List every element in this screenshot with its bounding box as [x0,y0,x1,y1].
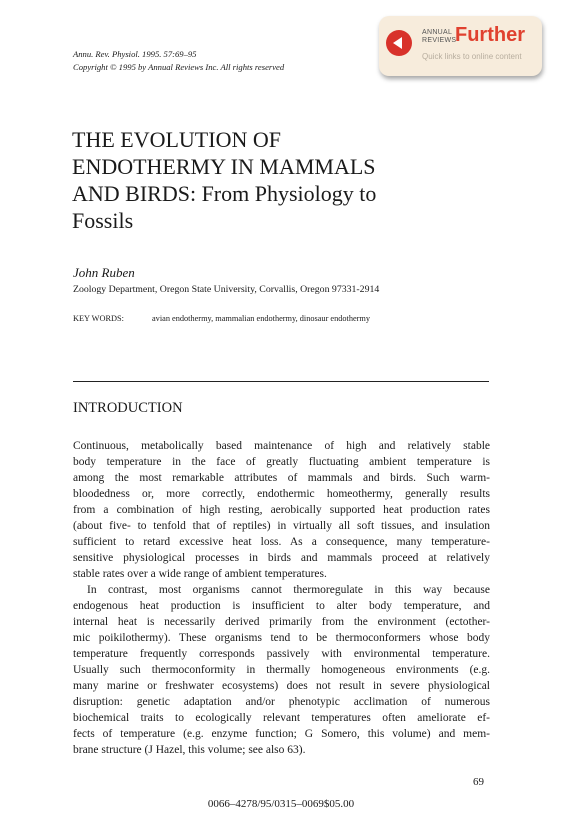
badge-further-label: Further [455,24,525,46]
body-line: disruption: genetic adaptation and/or phenotypic acclimation of numerous [73,696,490,708]
footer-code: 0066–4278/95/0315–0069$05.00 [207,798,355,810]
body-line: many marine or freshwater ecosystems) does not result in severe physiological [73,680,490,692]
body-line: (about five- to tenfold that of reptiles) in virtually all soft tissues, and insulation [73,520,490,532]
body-line: sufficient to retard excessive heat loss. As a consequence, many temperature- [73,536,490,548]
journal-citation [73,48,373,74]
body-line: internal heat is necessarily derived primarily from the environment (ectother- [73,616,490,628]
body-line: sensitive physiological processes in birds and mammals proceed at relatively [73,552,490,564]
body-line: from a combination of high resting, aerobically supported heat production rates [73,504,490,516]
body-line: stable rates over a wide range of ambient temperatures. [73,568,327,580]
body-line: biochemical traits to ecologically relevant temperatures often ameliorate ef- [73,712,490,724]
keywords-text: avian endothermy, mammalian endothermy, dinosaur endothermy [152,314,371,323]
keywords-label: KEY WORDS: [73,314,124,323]
body-line: among the most remarkable attributes of mammals and birds. Such warm- [73,472,490,484]
body-line: fects of temperature (e.g. enzyme function; G Somero, this volume) and mem- [73,728,490,740]
back-arrow-icon [386,30,412,56]
article-title [72,126,492,234]
body-line: body temperature in the face of greatly fluctuating ambient temperature is [73,456,490,468]
body-line: mic poikilothermy). These organisms tend to be thermoconformers whose body [73,632,490,644]
section-divider [73,381,489,382]
badge-reviews-label: REVIEWS [422,37,457,44]
title-line: Fossils [72,208,134,233]
annual-reviews-logo-text [422,29,456,45]
body-line: bloodedness or, more correctly, endothermic homeothermy, generally results [73,488,490,500]
journal-citation-line: Annu. Rev. Physiol. 1995. 57:69–95 [73,49,197,59]
annual-reviews-further-badge[interactable] [379,16,542,76]
page-number: 69 [473,776,484,788]
section-heading: INTRODUCTION [73,400,183,416]
keywords [73,314,370,323]
body-line: Usually such thermoconformity in thermally homogeneous environments (e.g. [73,664,490,676]
title-line: THE EVOLUTION OF [72,127,281,152]
body-line: brane structure (J Hazel, this volume; see also 63). [73,744,306,756]
copyright-line: Copyright © 1995 by Annual Reviews Inc. All rights reserved [73,62,285,72]
body-line: temperature frequently corresponds passively with environmental temperature. [73,648,490,660]
badge-tagline: Quick links to online content [422,52,522,61]
author-name: John Ruben [73,265,135,280]
body-line: In contrast, most organisms cannot thermoregulate in this way because [87,584,490,596]
title-line: ENDOTHERMY IN MAMMALS [72,154,376,179]
body-line: endogenous heat production is insufficient to alter body temperature, and [73,600,490,612]
title-line: AND BIRDS: From Physiology to [72,181,377,206]
author-affiliation: Zoology Department, Oregon State University, Corvallis, Oregon 97331-2914 [73,284,380,295]
body-line: Continuous, metabolically based maintenance of high and relatively stable [73,440,490,452]
badge-annual-label: ANNUAL [422,29,453,36]
